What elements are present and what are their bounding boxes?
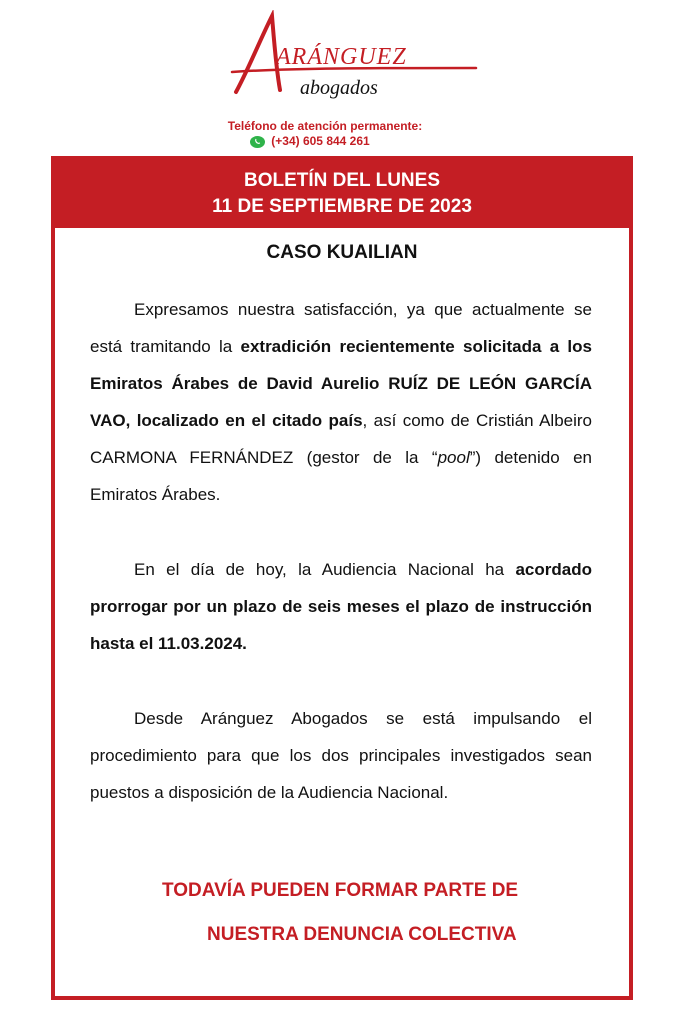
cta-line2: NUESTRA DENUNCIA COLECTIVA <box>207 924 517 945</box>
cta-line1: TODAVÍA PUEDEN FORMAR PARTE DE <box>162 880 519 901</box>
paragraph-extension <box>90 551 592 662</box>
logo-brand-text: ARÁNGUEZ <box>276 44 407 70</box>
paragraph1-text1: Expresamos nuestra satisfacción, ya que actualmente se está tramitando la <box>90 300 592 356</box>
bulletin-header <box>51 156 633 228</box>
bulletin-header-date: 11 DE SEPTIEMBRE DE 2023 <box>212 196 472 217</box>
paragraph-extradition <box>90 291 592 513</box>
paragraph-procedure <box>90 700 592 811</box>
paragraph1-text2: , así como de Cristián Albeiro CARMONA FERNÁNDEZ (gestor de la “ <box>90 411 592 467</box>
paragraph1-bold: extradición recientemente solicitada a los Emiratos Árabes de David Aurelio RUÍZ DE LEÓN GARCÍA VAO, localizado en el citado país <box>90 337 592 430</box>
bulletin-header-line1: BOLETÍN DEL LUNES <box>244 170 440 191</box>
paragraph1-text3: ”) detenido en Emiratos Árabes. <box>90 448 592 504</box>
aranguez-logo <box>228 10 478 110</box>
contact-phone[interactable]: (+34) 605 844 261 <box>271 134 370 148</box>
whatsapp-icon <box>250 136 265 148</box>
case-title: CASO KUAILIAN <box>266 242 418 263</box>
paragraph1-italic: pool <box>437 448 470 467</box>
paragraph2-text1: En el día de hoy, la Audiencia Nacional ha <box>134 560 516 579</box>
contact-label: Teléfono de atención permanente: <box>227 119 423 133</box>
logo-subtitle-text: abogados <box>300 77 378 99</box>
contact-block <box>0 119 650 150</box>
paragraph2-bold: acordado prorrogar por un plazo de seis meses el plazo de instrucción hasta el 11.03.2024. <box>90 560 592 653</box>
paragraph3-text1: Desde Aránguez Abogados se está impulsando el procedimiento para que los dos principales investigados sean puestos a disposición de la Audiencia Nacional. <box>90 709 592 802</box>
